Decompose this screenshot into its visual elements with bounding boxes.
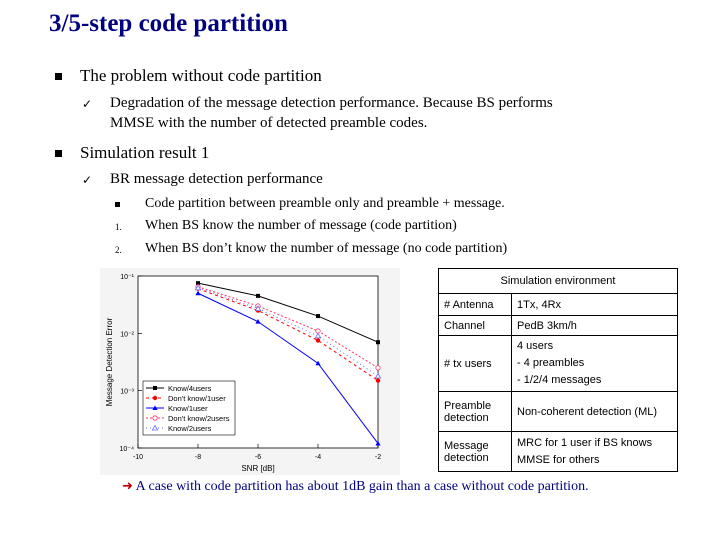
table-value-line: MRC for 1 user if BS knows: [517, 436, 653, 449]
small-square-bullet-icon: [115, 202, 120, 207]
legend-label: Know/1user: [168, 404, 208, 413]
legend-marker: [153, 396, 157, 400]
table-key: # Antenna: [439, 294, 512, 316]
table-value-line: 4 users: [517, 340, 554, 352]
checkmark-icon: ✓: [82, 97, 93, 111]
data-point: [376, 378, 380, 382]
x-tick-label: -8: [194, 454, 202, 461]
legend-marker: [153, 416, 157, 420]
legend-marker: [153, 386, 157, 390]
y-tick-label: 10⁻¹: [120, 274, 134, 281]
sub-bullet-degradation-line2: MMSE with the number of detected preamble codes.: [110, 115, 428, 131]
table-value: [512, 432, 678, 472]
x-axis-label: SNR [dB]: [241, 464, 275, 473]
sub-bullet-br-message: BR message detection performance: [110, 171, 323, 187]
data-point: [376, 340, 380, 344]
simulation-environment-table: [438, 268, 678, 472]
data-point: [316, 314, 320, 318]
table-row: [439, 316, 678, 336]
square-bullet-icon: [55, 73, 62, 80]
table-key: Preamble detection: [439, 392, 512, 432]
bullet-problem: The problem without code partition: [80, 66, 322, 85]
item-code-partition: Code partition between preamble only and preamble + message.: [145, 196, 505, 211]
right-arrow-icon: ➜: [122, 479, 133, 494]
table-value: Non-coherent detection (ML): [512, 392, 678, 432]
item-number-1: 1.: [115, 222, 122, 232]
conclusion-line: [122, 479, 589, 495]
checkmark-icon: ✓: [82, 173, 93, 187]
legend-label: Know/2users: [168, 424, 212, 433]
x-tick-label: -6: [254, 454, 262, 461]
x-tick-label: -10: [132, 454, 144, 461]
table-row: [439, 432, 678, 472]
square-bullet-icon: [55, 150, 62, 157]
detection-error-chart: [100, 268, 400, 475]
table-key: Channel: [439, 316, 512, 336]
table-value-line: - 4 preambles: [517, 357, 585, 369]
table-value: 1Tx, 4Rx: [512, 294, 678, 316]
table-row: [439, 294, 678, 316]
legend-label: Don't know/1user: [168, 394, 226, 403]
legend-label: Know/4users: [168, 384, 212, 393]
table-value: PedB 3km/h: [512, 316, 678, 336]
slide-title: 3/5-step code partition: [49, 10, 288, 37]
data-point: [316, 338, 320, 342]
x-tick-label: -2: [374, 454, 382, 461]
conclusion-text: A case with code partition has about 1dB gain than a case without code partition.: [135, 479, 589, 494]
table-value: [512, 336, 678, 392]
y-axis-label: Message Detection Error: [105, 317, 114, 407]
table-key: Message detection: [439, 432, 512, 472]
y-tick-label: 10⁻²: [120, 331, 134, 339]
table-value-line: MMSE for others: [517, 453, 600, 466]
data-point: [316, 329, 320, 333]
table-value-line: - 1/2/4 messages: [517, 374, 602, 386]
data-point: [256, 294, 260, 298]
item-number-2: 2.: [115, 245, 122, 255]
table-row: [439, 392, 678, 432]
item-know-number: When BS know the number of message (code partition): [145, 218, 457, 233]
data-point: [376, 366, 380, 370]
y-tick-label: 10⁻⁴: [119, 446, 134, 453]
table-header: Simulation environment: [439, 269, 678, 294]
bullet-simulation-result: Simulation result 1: [80, 143, 210, 162]
sub-bullet-degradation-line1: Degradation of the message detection performance. Because BS performs: [110, 95, 553, 111]
table-row: [439, 336, 678, 392]
table-key: # tx users: [439, 336, 512, 392]
item-dont-know-number: When BS don’t know the number of message (no code partition): [145, 241, 508, 256]
legend-label: Don't know/2users: [168, 414, 230, 423]
x-tick-label: -4: [314, 454, 322, 461]
y-tick-label: 10⁻³: [120, 388, 134, 396]
